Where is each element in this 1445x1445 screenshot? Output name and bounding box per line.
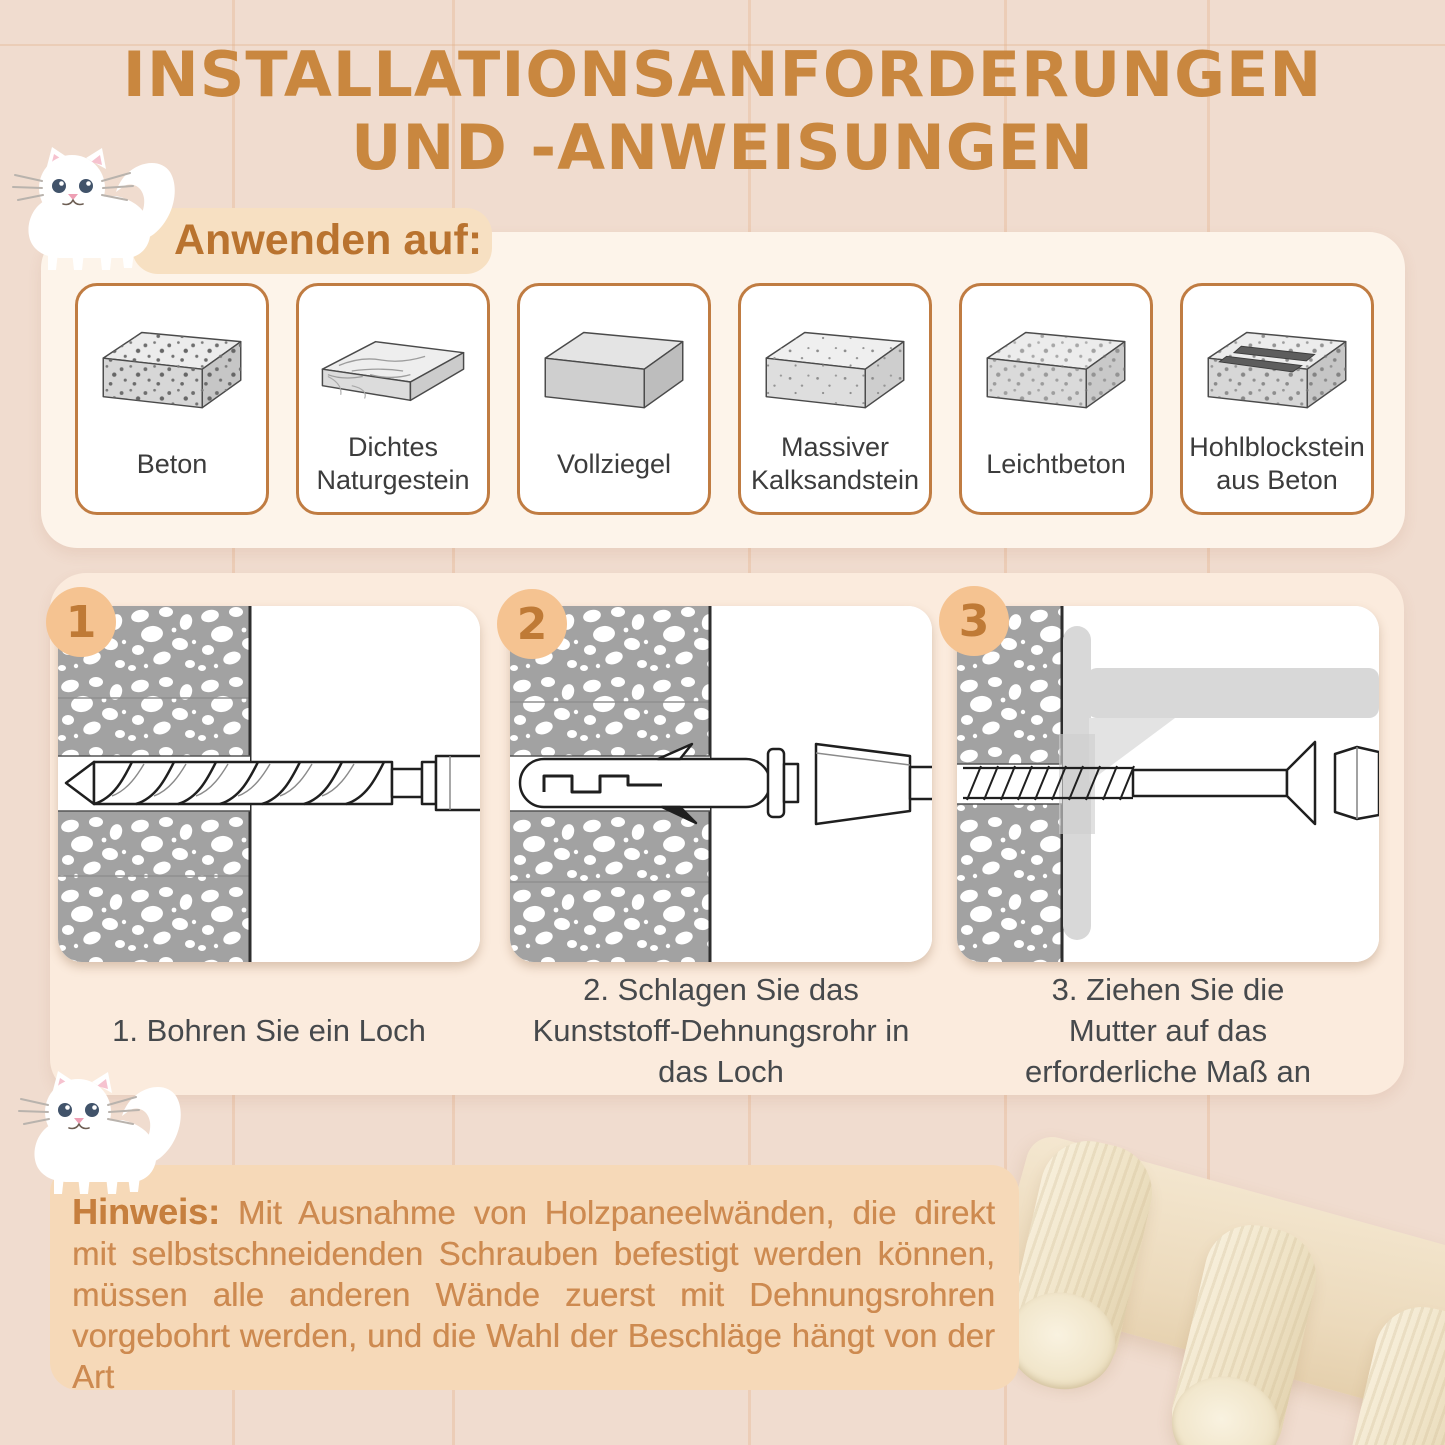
material-card-leichtbeton [959, 283, 1153, 515]
apply-on-label: Anwenden auf: [174, 216, 483, 264]
material-label: Beton [136, 448, 208, 479]
step-image-3 [957, 606, 1379, 962]
page-title-line2: UND -ANWEISUNGEN [351, 111, 1094, 184]
page-title [0, 38, 1445, 184]
step-badge-3 [939, 586, 1009, 656]
material-card-vollziegel [517, 283, 711, 515]
page-title-line1: INSTALLATIONSANFORDERUNGEN [122, 38, 1323, 111]
cat-illustration [18, 1068, 188, 1200]
cat-illustration [12, 144, 182, 276]
step-number: 2 [516, 598, 548, 650]
natural-stone-icon [308, 316, 478, 426]
step-caption-1: 1. Bohren Sie ein Loch [112, 1013, 426, 1048]
material-label: Massiver Kalksandstein [750, 432, 920, 495]
apply-on-tab [132, 208, 492, 274]
nut-driver-bit [1335, 747, 1379, 819]
step-image-1 [58, 606, 480, 962]
material-card-beton [75, 283, 269, 515]
concrete-block-icon [87, 316, 257, 426]
drill-illustration [58, 606, 480, 962]
note-label: Hinweis: [72, 1191, 221, 1232]
step-badge-1 [46, 587, 116, 657]
material-card-naturgestein [296, 283, 490, 515]
note-text: Mit Ausnahme von Holzpaneelwänden, die direkt mit selbstschneidenden Schrauben befestigt werden können, müssen alle anderen Wände zuerst mit Dehnungsrohren vorgebohrt werden, und die Wahl der Beschläge hängt von der Art [72, 1194, 995, 1395]
material-label: Dichtes Naturgestein [316, 432, 470, 495]
hollow-concrete-block-icon [1192, 316, 1362, 426]
solid-brick-icon [529, 316, 699, 426]
note-paragraph [72, 1191, 995, 1397]
material-label: Leichtbeton [986, 448, 1126, 479]
steps-panel [50, 573, 1404, 1095]
lightweight-concrete-icon [971, 316, 1141, 426]
step-number: 1 [65, 596, 97, 648]
materials-panel [41, 232, 1405, 548]
product-photo-cat-shelf [1010, 1085, 1445, 1445]
material-card-hohlblockstein [1180, 283, 1374, 515]
material-label: Vollziegel [556, 448, 672, 479]
step-image-2 [510, 606, 932, 962]
material-label: Hohlblockstein aus Beton [1189, 432, 1365, 495]
material-card-kalksandstein [738, 283, 932, 515]
step-number: 3 [958, 595, 990, 647]
step-badge-2 [497, 589, 567, 659]
sand-lime-block-icon [750, 316, 920, 426]
screw-bracket-illustration [957, 606, 1379, 962]
step-caption-3: 3. Ziehen Sie die Mutter auf das erforderliche Maß an [1024, 972, 1311, 1089]
materials-row [75, 283, 1374, 515]
note-block [50, 1165, 1019, 1395]
step-caption-2: 2. Schlagen Sie das Kunststoff-Dehnungsrohr in das Loch [532, 972, 910, 1089]
anchor-hammer-illustration [510, 606, 932, 962]
